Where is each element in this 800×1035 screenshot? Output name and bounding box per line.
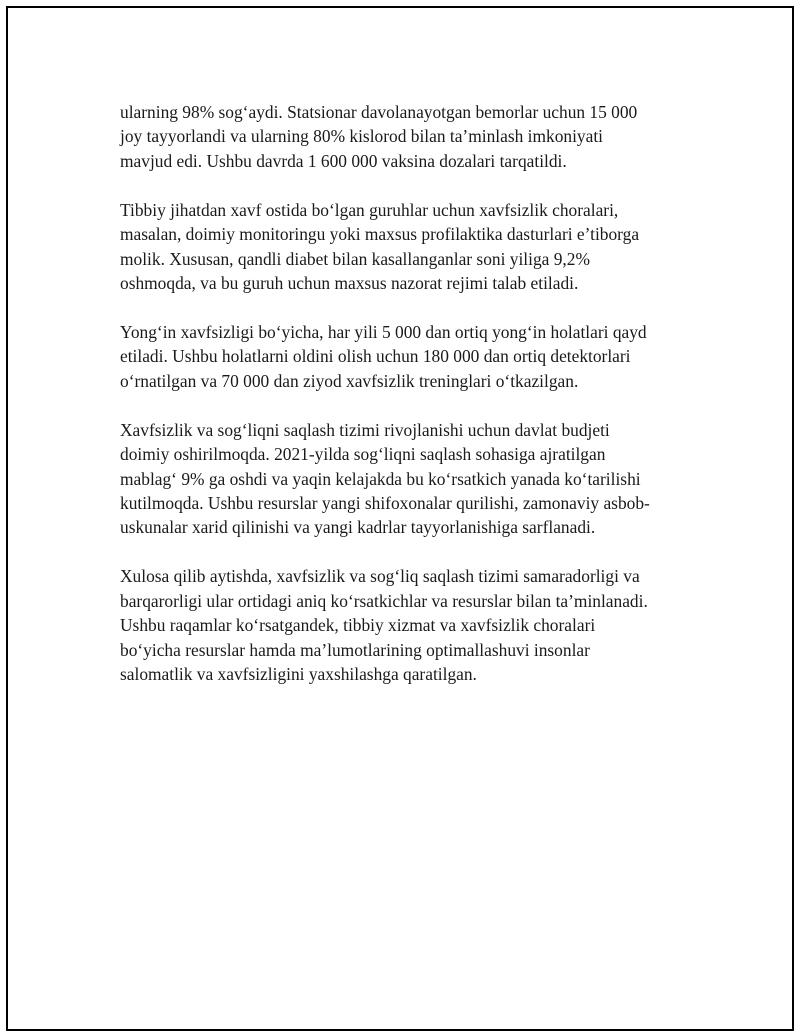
paragraph-3 xyxy=(120,320,690,393)
document-body xyxy=(120,100,690,711)
text-line: barqarorligi ular ortidagi aniq ko‘rsatkichlar va resurslar bilan ta’minlanadi. xyxy=(120,590,648,611)
text-line: bo‘yicha resurslar hamda ma’lumotlarining optimallashuvi insonlar xyxy=(120,639,590,660)
text-line: kutilmoqda. Ushbu resurslar yangi shifoxonalar qurilishi, zamonaviy asbob- xyxy=(120,493,650,514)
text-line: o‘rnatilgan va 70 000 dan ziyod xavfsizlik treninglari o‘tkazilgan. xyxy=(120,370,579,391)
text-line: ularning 98% sog‘aydi. Statsionar davolanayotgan bemorlar uchun 15 000 xyxy=(120,102,638,122)
text-line: mavjud edi. Ushbu davrda 1 600 000 vaksina dozalari tarqatildi. xyxy=(120,150,567,171)
text-line: uskunalar xarid qilinishi va yangi kadrlar tayyorlanishiga sarflanadi. xyxy=(120,517,596,538)
text-line: Ushbu raqamlar ko‘rsatgandek, tibbiy xizmat va xavfsizlik choralari xyxy=(120,615,596,636)
text-line: molik. Xususan, qandli diabet bilan kasallanganlar soni yiliga 9,2% xyxy=(120,248,590,269)
paragraph-2 xyxy=(120,198,690,296)
text-line: joy tayyorlandi va ularning 80% kislorod bilan ta’minlash imkoniyati xyxy=(120,126,603,147)
text-line: masalan, doimiy monitoringu yoki maxsus profilaktika dasturlari e’tiborga xyxy=(120,224,640,245)
text-line: Yong‘in xavfsizligi bo‘yicha, har yili 5 000 dan ortiq yong‘in holatlari qayd xyxy=(120,322,647,343)
page-frame xyxy=(6,6,794,1031)
paragraph-1 xyxy=(120,100,690,173)
text-line: oshmoqda, va bu guruh uchun maxsus nazorat rejimi talab etiladi. xyxy=(120,273,579,294)
text-line: doimiy oshirilmoqda. 2021-yilda sog‘liqni saqlash sohasiga ajratilgan xyxy=(120,444,606,465)
text-line: etiladi. Ushbu holatlarni oldini olish uchun 180 000 dan ortiq detektorlari xyxy=(120,346,631,367)
text-line: Xavfsizlik va sog‘liqni saqlash tizimi rivojlanishi uchun davlat budjeti xyxy=(120,419,610,440)
paragraph-4 xyxy=(120,418,690,540)
text-line: Xulosa qilib aytishda, xavfsizlik va sog‘liq saqlash tizimi samaradorligi va xyxy=(120,566,640,587)
text-line: mablag‘ 9% ga oshdi va yaqin kelajakda bu ko‘rsatkich yanada ko‘tarilishi xyxy=(120,468,641,489)
text-line: salomatlik va xavfsizligini yaxshilashga qaratilgan. xyxy=(120,664,477,685)
paragraph-5 xyxy=(120,564,690,686)
text-line: Tibbiy jihatdan xavf ostida bo‘lgan guruhlar uchun xavfsizlik choralari, xyxy=(120,199,619,220)
